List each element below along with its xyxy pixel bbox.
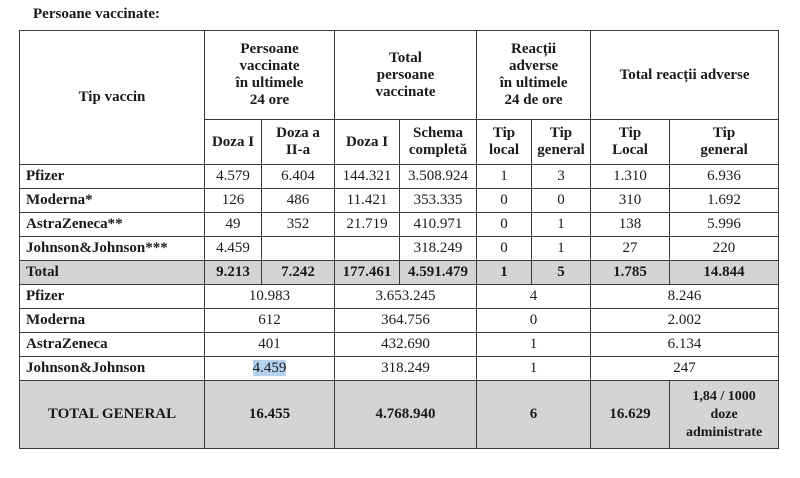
- header-line: Total: [389, 49, 422, 66]
- header-line: Tip: [549, 125, 573, 141]
- header-line: Schema: [413, 125, 464, 141]
- rate-line: doze: [710, 406, 738, 422]
- table-row: [20, 165, 779, 189]
- header-line: în ultimele: [499, 75, 568, 91]
- cell-total-reactions: 16.629: [591, 381, 670, 449]
- cell-total-reactions: 2.002: [591, 309, 779, 333]
- cell-vaccinated-24h: [205, 357, 335, 381]
- cell-total-doza1: 21.719: [335, 213, 400, 237]
- cell-reaction-local: 0: [477, 189, 532, 213]
- cell-total-reactions: 247: [591, 357, 779, 381]
- header-row: [20, 31, 779, 120]
- vaccine-name: Pfizer: [20, 165, 205, 189]
- header-line: Tip: [492, 125, 516, 141]
- cell-vaccinated-24h: 401: [205, 333, 335, 357]
- header-vaccinated-24h: [205, 31, 335, 120]
- summary-row: [20, 309, 779, 333]
- cell-total-doza1: 11.421: [335, 189, 400, 213]
- header-line: Tip: [618, 125, 642, 141]
- cell-total-general: 5.996: [670, 213, 779, 237]
- cell-total-vaccinated: 318.249: [335, 357, 477, 381]
- cell-total-general: 6.936: [670, 165, 779, 189]
- cell-vaccinated-24h: 10.983: [205, 285, 335, 309]
- cell-total-local: 1.310: [591, 165, 670, 189]
- subheader-total-tip-general: [670, 120, 779, 165]
- header-line: Doza a: [276, 125, 320, 141]
- vaccine-name: Moderna: [20, 309, 205, 333]
- cell-total-local: 310: [591, 189, 670, 213]
- cell-schema: 410.971: [400, 213, 477, 237]
- cell-total-doza1: 177.461: [335, 261, 400, 285]
- total-row: [20, 261, 779, 285]
- header-line: Reacții: [511, 41, 557, 57]
- vaccine-name: AstraZeneca: [20, 333, 205, 357]
- header-line: Local: [612, 142, 648, 158]
- cell-schema: 318.249: [400, 237, 477, 261]
- cell-doza1: 9.213: [205, 261, 262, 285]
- cell-doza2: 7.242: [262, 261, 335, 285]
- cell-reaction-general: 1: [532, 213, 591, 237]
- vaccination-table: [19, 30, 779, 449]
- cell-doza1: 4.579: [205, 165, 262, 189]
- cell-reaction-general: 1: [532, 237, 591, 261]
- subheader-total-tip-local: [591, 120, 670, 165]
- cell-total-general: 14.844: [670, 261, 779, 285]
- header-total-reactions: Total reacții adverse: [591, 31, 779, 120]
- header-line: II-a: [285, 142, 311, 158]
- cell-doza2: 486: [262, 189, 335, 213]
- vaccine-name: AstraZeneca**: [20, 213, 205, 237]
- cell-reactions-24h: 0: [477, 309, 591, 333]
- cell-reactions-24h: 1: [477, 357, 591, 381]
- header-line: vaccinate: [375, 83, 436, 100]
- header-tip-vaccin: Tip vaccin: [20, 31, 205, 165]
- cell-doza1: 126: [205, 189, 262, 213]
- cell-doza1: 4.459: [205, 237, 262, 261]
- header-line: Tip: [712, 125, 736, 141]
- cell-doza2: 6.404: [262, 165, 335, 189]
- cell-total-vaccinated: 3.653.245: [335, 285, 477, 309]
- subheader-schema: [400, 120, 477, 165]
- summary-row: [20, 285, 779, 309]
- cell-reactions-24h: 1: [477, 333, 591, 357]
- summary-row: [20, 333, 779, 357]
- cell-reaction-general: 0: [532, 189, 591, 213]
- cell-total-reactions: 8.246: [591, 285, 779, 309]
- vaccine-name: Pfizer: [20, 285, 205, 309]
- cell-reaction-local: 1: [477, 165, 532, 189]
- cell-schema: 353.335: [400, 189, 477, 213]
- cell-total-reactions: 6.134: [591, 333, 779, 357]
- cell-total-general: 220: [670, 237, 779, 261]
- cell-doza1: 49: [205, 213, 262, 237]
- cell-reaction-local: 0: [477, 213, 532, 237]
- vaccine-name: Moderna*: [20, 189, 205, 213]
- cell-reaction-general: 3: [532, 165, 591, 189]
- header-line: general: [537, 142, 585, 158]
- cell-total-vaccinated: 364.756: [335, 309, 477, 333]
- subheader-total-doza1: Doza I: [335, 120, 400, 165]
- cell-reaction-local: 0: [477, 237, 532, 261]
- table-row: [20, 213, 779, 237]
- header-total-vaccinated: [335, 31, 477, 120]
- header-line: completă: [408, 142, 468, 158]
- header-line: Persoane: [240, 41, 299, 57]
- header-line: general: [700, 142, 748, 158]
- cell-reactions-24h: 4: [477, 285, 591, 309]
- cell-total-local: 138: [591, 213, 670, 237]
- subheader-doza1: Doza I: [205, 120, 262, 165]
- total-label: Total: [20, 261, 205, 285]
- cell-vaccinated-24h: 16.455: [205, 381, 335, 449]
- table-row: [20, 237, 779, 261]
- cell-reactions-24h: 6: [477, 381, 591, 449]
- section-title: Persoane vaccinate:: [33, 6, 161, 22]
- header-line: 24 de ore: [504, 92, 563, 108]
- selected-text[interactable]: 4.459: [252, 360, 287, 376]
- vaccine-name: Johnson&Johnson: [20, 357, 205, 381]
- summary-row: [20, 357, 779, 381]
- subheader-tip-general: [532, 120, 591, 165]
- cell-reaction-local: 1: [477, 261, 532, 285]
- subheader-doza2: [262, 120, 335, 165]
- header-line: persoane: [376, 66, 435, 83]
- cell-total-local: 27: [591, 237, 670, 261]
- subheader-tip-local: [477, 120, 532, 165]
- cell-total-doza1: 144.321: [335, 165, 400, 189]
- cell-total-vaccinated: 4.768.940: [335, 381, 477, 449]
- cell-total-vaccinated: 432.690: [335, 333, 477, 357]
- cell-reaction-rate: [670, 381, 779, 449]
- rate-line: administrate: [685, 424, 763, 440]
- cell-reaction-general: 5: [532, 261, 591, 285]
- header-line: vaccinate: [239, 58, 300, 74]
- total-general-row: [20, 381, 779, 449]
- cell-schema: 3.508.924: [400, 165, 477, 189]
- header-line: local: [489, 142, 520, 158]
- cell-doza2: [262, 237, 335, 261]
- cell-total-general: 1.692: [670, 189, 779, 213]
- cell-doza2: 352: [262, 213, 335, 237]
- total-general-label: TOTAL GENERAL: [20, 381, 205, 449]
- vaccine-name: Johnson&Johnson***: [20, 237, 205, 261]
- table-row: [20, 189, 779, 213]
- header-line: adverse: [508, 58, 559, 74]
- cell-total-local: 1.785: [591, 261, 670, 285]
- header-reactions-24h: [477, 31, 591, 120]
- header-line: 24 ore: [249, 92, 290, 108]
- cell-total-doza1: [335, 237, 400, 261]
- rate-line: 1,84 / 1000: [692, 388, 756, 404]
- header-line: în ultimele: [235, 75, 304, 91]
- cell-vaccinated-24h: 612: [205, 309, 335, 333]
- cell-schema: 4.591.479: [400, 261, 477, 285]
